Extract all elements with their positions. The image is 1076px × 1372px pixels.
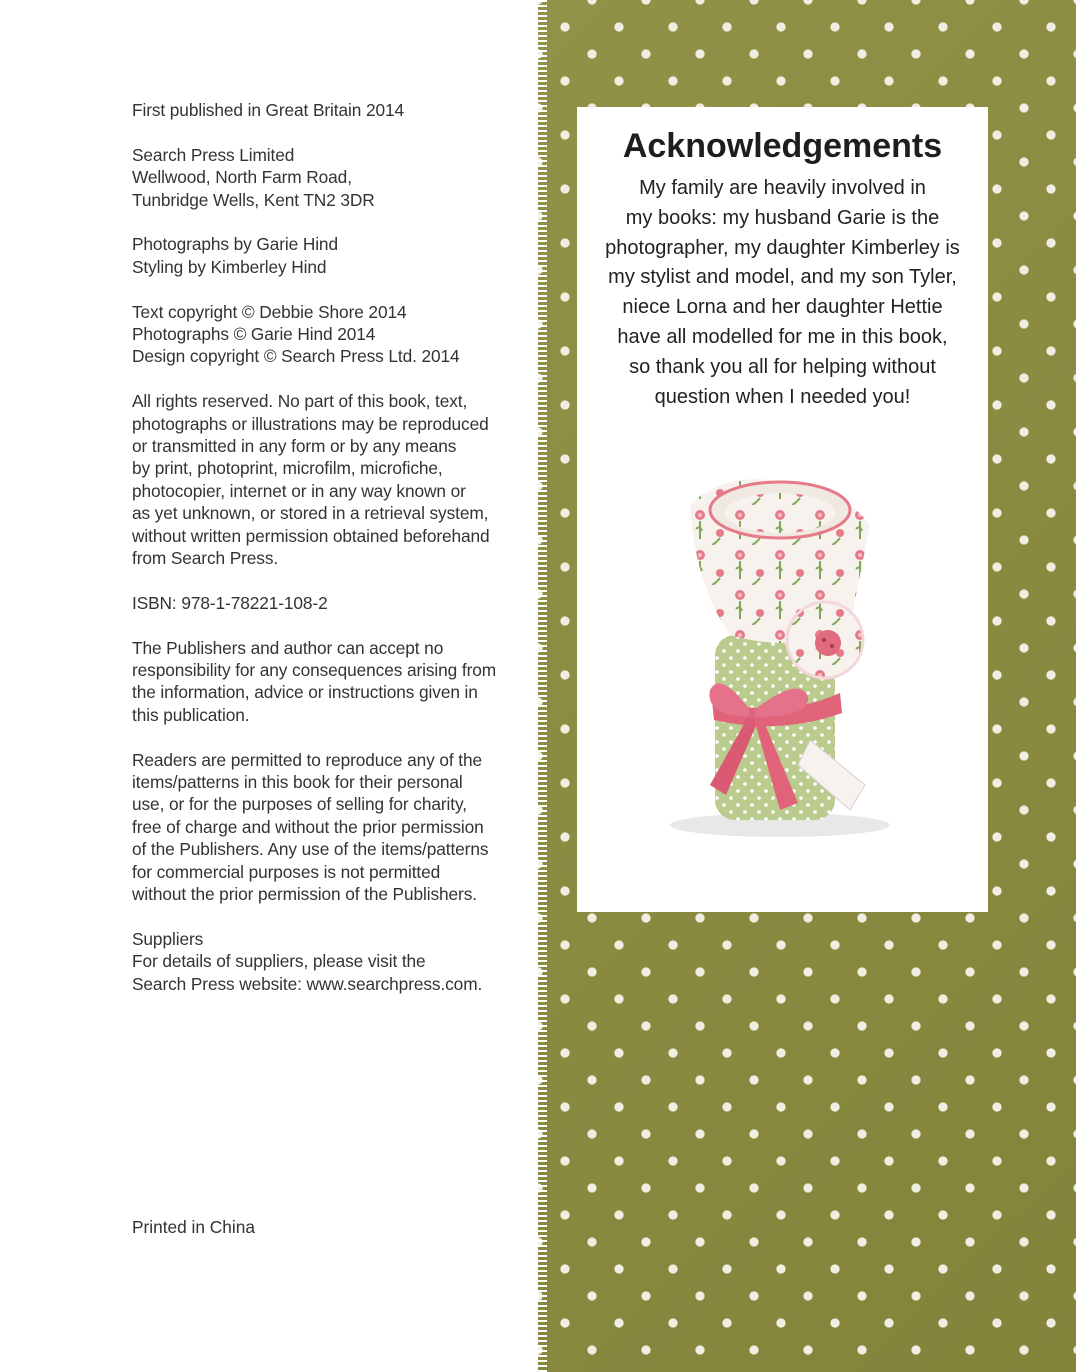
rights-line: as yet unknown, or stored in a retrieval system, (132, 503, 489, 524)
suppliers (132, 928, 517, 995)
ack-line: my stylist and model, and my son Tyler, (608, 266, 957, 289)
disclaimer-line: this publication. (132, 704, 250, 725)
rights-line: from Search Press. (132, 548, 279, 569)
colophon (132, 99, 517, 1018)
button (815, 630, 841, 656)
ack-line: have all modelled for me in this book, (617, 325, 948, 348)
publisher-address (132, 144, 517, 211)
printed-in: Printed in China (132, 1217, 255, 1237)
publisher-line: Wellwood, North Farm Road, (132, 167, 352, 188)
disclaimer-line: The Publishers and author can accept no (132, 637, 444, 658)
disclaimer-line: the information, advice or instructions given in (132, 682, 478, 703)
permissions-line: items/patterns in this book for their personal (132, 772, 463, 793)
ack-line: question when I needed you! (654, 385, 911, 408)
rights-line: or transmitted in any form or by any means (132, 436, 457, 457)
rights-line: photocopier, internet or in any way known or (132, 480, 466, 501)
publisher-line: Tunbridge Wells, Kent TN2 3DR (132, 189, 375, 210)
disclaimer (132, 637, 517, 727)
copyright-line: Text copyright © Debbie Shore 2014 (132, 301, 407, 322)
credit-line: Photographs by Garie Hind (132, 234, 338, 255)
permissions-line: for commercial purposes is not permitted (132, 861, 441, 882)
permissions-line: of the Publishers. Any use of the items/patterns (132, 839, 489, 860)
rights-line: by print, photoprint, microfilm, microfiche, (132, 458, 443, 479)
permissions-line: Readers are permitted to reproduce any of the (132, 749, 482, 770)
isbn: ISBN: 978-1-78221-108-2 (132, 592, 328, 613)
permissions (132, 749, 517, 906)
credit-line: Styling by Kimberley Hind (132, 256, 327, 277)
copyright-line: Design copyright © Search Press Ltd. 2014 (132, 346, 460, 367)
rights-line: without written permission obtained beforehand (132, 525, 490, 546)
rights-reserved (132, 390, 517, 569)
acknowledgements-body (579, 174, 986, 412)
fabric-roll-photo (650, 465, 910, 845)
pinked-fabric-edge (533, 0, 547, 1372)
ack-line: My family are heavily involved in (639, 177, 926, 199)
first-published: First published in Great Britain 2014 (132, 100, 404, 120)
permissions-line: free of charge and without the prior permission (132, 816, 484, 837)
rights-line: All rights reserved. No part of this book, text, (132, 391, 468, 412)
ack-line: my books: my husband Garie is the (625, 206, 940, 229)
ack-line: so thank you all for helping without (629, 355, 936, 378)
copyright-notice (132, 301, 517, 368)
copyright-line: Photographs © Garie Hind 2014 (132, 324, 376, 345)
permissions-line: use, or for the purposes of selling for charity, (132, 794, 467, 815)
ack-line: photographer, my daughter Kimberley is (605, 236, 960, 259)
ack-line: niece Lorna and her daughter Hettie (622, 296, 943, 319)
permissions-line: without the prior permission of the Publishers. (132, 884, 477, 905)
rights-line: photographs or illustrations may be reproduced (132, 413, 489, 434)
acknowledgements-title: Acknowledgements (622, 127, 943, 165)
photo-credits (132, 233, 517, 278)
suppliers-line: Search Press website: www.searchpress.com. (132, 973, 483, 994)
publisher-line: Search Press Limited (132, 144, 295, 165)
suppliers-line: For details of suppliers, please visit the (132, 951, 426, 972)
disclaimer-line: responsibility for any consequences arising from (132, 660, 497, 681)
suppliers-heading: Suppliers (132, 928, 204, 949)
